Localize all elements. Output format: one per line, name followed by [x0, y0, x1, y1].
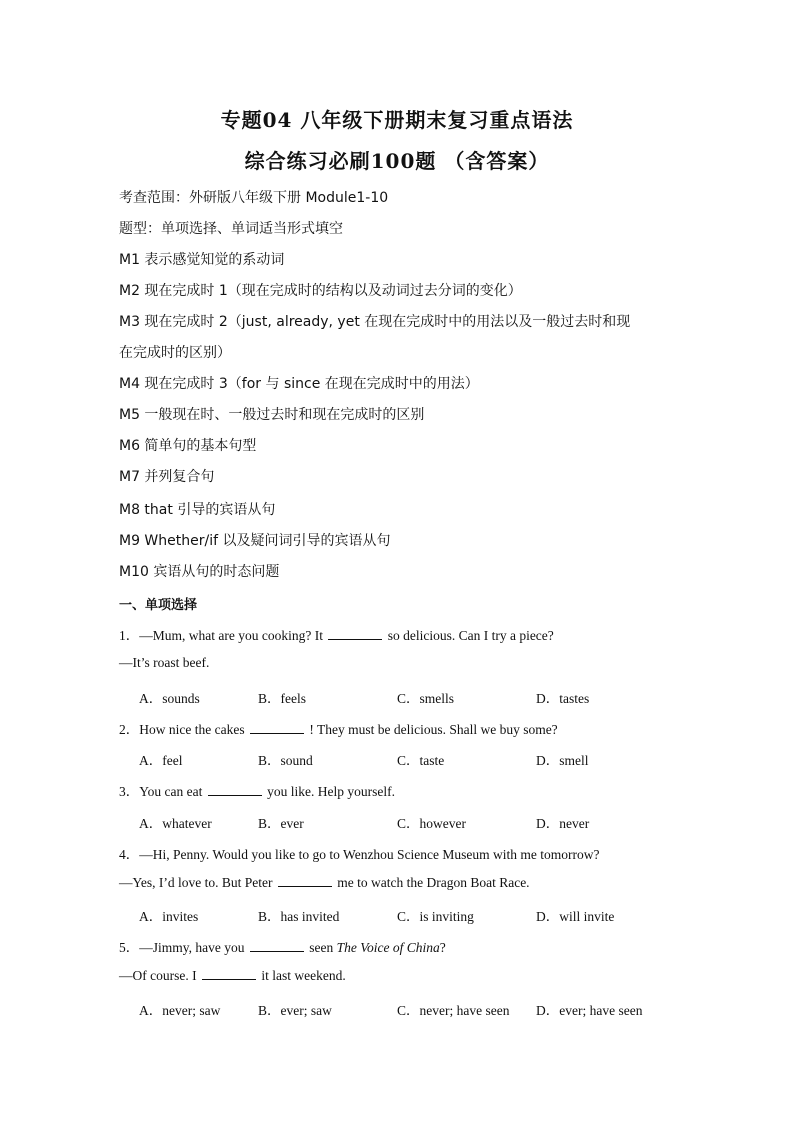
option-d: D．tastes [536, 691, 590, 706]
module-item: M3 现在完成时 2（just, already, yet 在现在完成时中的用法以及一般过去时和现 [119, 314, 631, 330]
option-d: D．smell [536, 753, 589, 768]
document-title: 专题04 八年级下册期末复习重点语法 [220, 108, 574, 132]
option-c: C．however [397, 816, 466, 831]
module-item: M2 现在完成时 1（现在完成时的结构以及动词过去分词的变化） [119, 283, 522, 299]
answer-blank [278, 874, 332, 887]
option-c: C．never; have seen [397, 1003, 510, 1018]
module-item-continuation: 在完成时的区别） [119, 345, 231, 361]
exam-scope: 考查范围：外研版八年级下册 Module1-10 [119, 190, 389, 206]
question-text: 5．—Jimmy, have you [119, 940, 245, 955]
question-text: ! They must be delicious. Shall we buy some? [309, 722, 558, 737]
question-5 [119, 936, 446, 956]
question-text: it last weekend. [261, 968, 346, 983]
module-item: M4 现在完成时 3（for 与 since 在现在完成时中的用法） [119, 376, 479, 392]
question-text: 3．You can eat [119, 784, 203, 799]
option-a: A．sounds [139, 691, 200, 706]
question-3 [119, 780, 395, 800]
answer-blank [328, 627, 382, 640]
question-text: —Yes, I’d love to. But Peter [119, 875, 273, 890]
question-1-reply: —It’s roast beef. [119, 655, 210, 670]
question-5-reply [119, 967, 346, 984]
question-types: 题型：单项选择、单词适当形式填空 [119, 221, 343, 237]
option-b: B．ever [258, 816, 304, 831]
answer-blank [250, 721, 304, 734]
option-c: C．taste [397, 753, 445, 768]
option-d: D．never [536, 816, 590, 831]
section-heading: 一、单项选择 [119, 598, 198, 613]
option-b: B．sound [258, 753, 313, 768]
question-1 [119, 624, 554, 644]
question-text: 2．How nice the cakes [119, 722, 245, 737]
module-item: M7 并列复合句 [119, 469, 215, 485]
option-b: B．ever; saw [258, 1003, 332, 1018]
question-text: ? [439, 940, 446, 955]
answer-blank [208, 783, 262, 796]
module-item: M1 表示感觉知觉的系动词 [119, 252, 285, 268]
question-text: seen [309, 940, 334, 955]
option-d: D．ever; have seen [536, 1003, 643, 1018]
module-item: M8 that 引导的宾语从句 [119, 502, 276, 518]
option-a: A．never; saw [139, 1003, 221, 1018]
question-4-reply [119, 874, 530, 891]
question-2 [119, 718, 558, 738]
option-b: B．has invited [258, 909, 340, 924]
module-item: M9 Whether/if 以及疑问词引导的宾语从句 [119, 533, 391, 549]
question-text: me to watch the Dragon Boat Race. [337, 875, 530, 890]
option-a: A．whatever [139, 816, 212, 831]
module-item: M10 宾语从句的时态问题 [119, 564, 280, 580]
question-text: 1．—Mum, what are you cooking? It [119, 628, 323, 643]
option-c: C．smells [397, 691, 455, 706]
option-a: A．feel [139, 753, 183, 768]
answer-blank [202, 967, 256, 980]
question-4: 4．—Hi, Penny. Would you like to go to Wenzhou Science Museum with me tomorrow? [119, 847, 600, 862]
question-text: you like. Help yourself. [267, 784, 395, 799]
document-subtitle: 综合练习必刷100题 （含答案） [244, 149, 550, 173]
option-c: C．is inviting [397, 909, 474, 924]
answer-blank [250, 939, 304, 952]
option-d: D．will invite [536, 909, 615, 924]
module-item: M5 一般现在时、一般过去时和现在完成时的区别 [119, 407, 425, 423]
option-b: B．feels [258, 691, 306, 706]
question-text: so delicious. Can I try a piece? [387, 628, 554, 643]
module-item: M6 简单句的基本句型 [119, 438, 257, 454]
question-text: —Of course. I [119, 968, 197, 983]
option-a: A．invites [139, 909, 199, 924]
program-title: The Voice of China [336, 940, 440, 955]
